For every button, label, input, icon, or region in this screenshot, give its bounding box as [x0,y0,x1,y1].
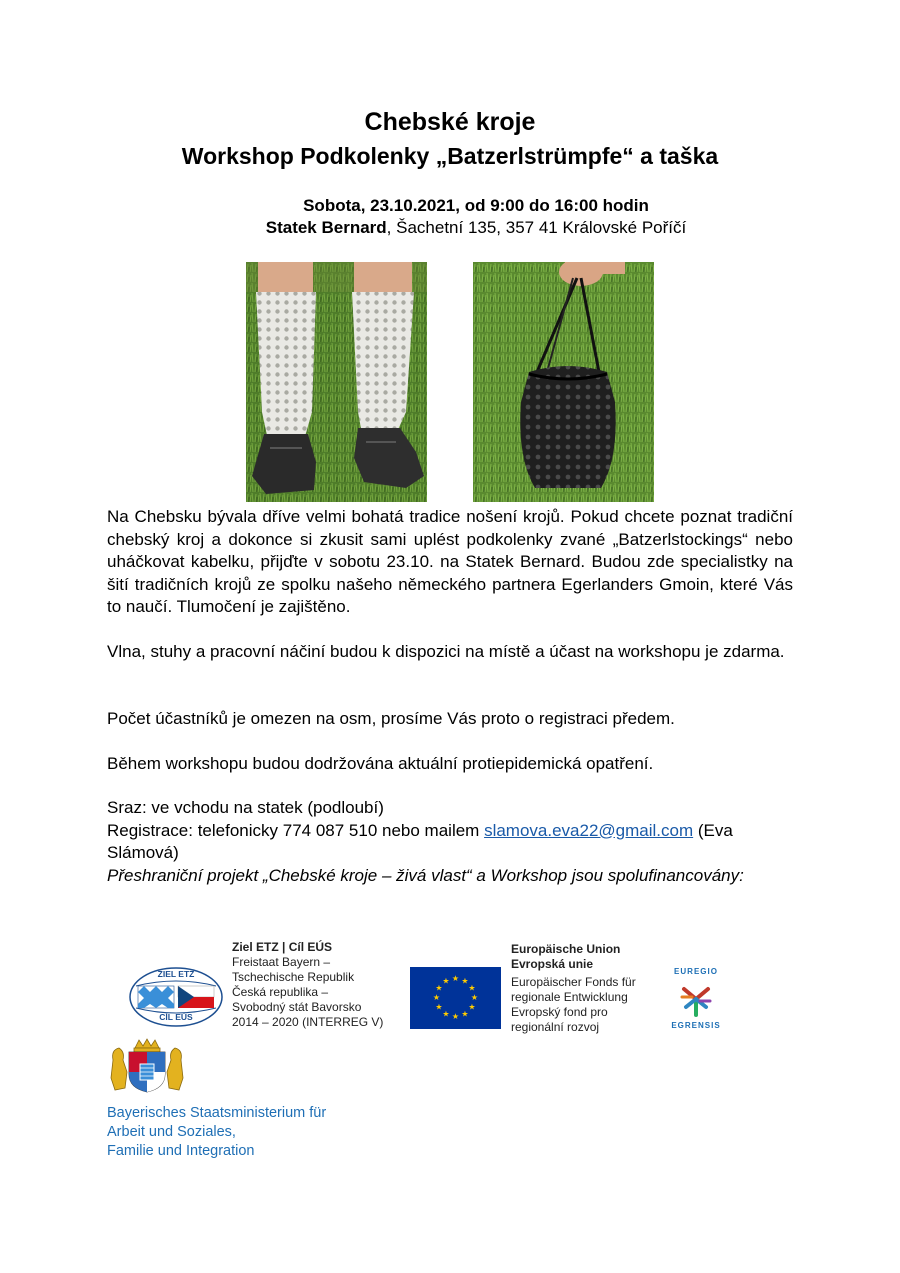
ziel-line-3: Česká republika – [232,985,329,999]
email-link[interactable]: slamova.eva22@gmail.com [484,820,694,840]
event-date-rest: , 23.10.2021, [360,196,460,215]
eu-line-3: Evropský fond pro [511,1005,608,1019]
photo-knee-socks [246,262,427,502]
svg-text:★: ★ [468,983,476,993]
ziel-etz-text [232,940,383,1030]
event-day: Sobota [303,196,361,215]
ziel-badge-top: ZIEL ETZ [157,969,195,979]
venue-name: Statek Bernard [265,218,387,237]
euregio-top-text: EUREGIO [674,967,718,976]
eu-text [511,942,636,1035]
registration-name: (Eva Slámová) [107,820,733,862]
svg-text:★: ★ [451,974,460,983]
ministry-line-1: Bayerisches Staatsministerium für [107,1105,327,1121]
eu-line-1: Europäischer Fonds für [511,975,636,989]
svg-text:★: ★ [461,976,469,986]
ziel-line-5: 2014 – 2020 (INTERREG V) [232,1015,384,1029]
intro-paragraph: Na Chebsku bývala dříve velmi bohatá tradice nošení krojů. Pokud chcete poznat tradiční chebský kroj a dokonce si zkusit sami uplést podkolenky zvané „Batzerlstockings“ nebo uháčkovat kabelku, přijďte v sobotu 23.10. na Statek Bernard. Budou zde specialistky na šití tradičních krojů ze spolku našeho německého partnera Egerlanders Gmoin, které Vás to naučí. Tlumočení je zajištěno. [107,507,793,616]
event-time: od 9:00 do 16:00 hodin [464,196,649,215]
ziel-line-4: Svobodný stát Bavorsko [232,1000,362,1014]
page-subtitle: Workshop Podkolenky „Batzerlstrümpfe“ a taška [181,143,719,169]
ministry-line-3: Familie und Integration [107,1143,255,1159]
svg-text:★: ★ [442,1009,450,1019]
eu-title-1: Europäische Union [511,942,621,956]
svg-text:★: ★ [442,976,450,986]
page-title: Chebské kroje [364,108,536,136]
bavaria-coat-of-arms [107,1038,187,1094]
materials-paragraph: Vlna, stuhy a pracovní náčiní budou k dispozici na místě a účast na workshopu je zdarma. [107,642,785,661]
ziel-line-2: Tschechische Republik [232,970,355,984]
svg-text:★: ★ [461,1009,469,1019]
ziel-title: Ziel ETZ | Cíl EÚS [232,940,333,954]
svg-text:★: ★ [435,1002,443,1012]
covid-paragraph: Během workshopu budou dodržována aktuální protiepidemická opatření. [107,754,654,773]
event-venue [26,218,900,238]
eu-title-2: Evropská unie [511,957,594,971]
euregio-bottom-text: EGRENSIS [671,1021,721,1030]
funding-note: Přeshraniční projekt „Chebské kroje – živá vlast“ a Workshop jsou spolufinancovány: [107,865,744,885]
euregio-egrensis-logo [664,967,728,1031]
capacity-paragraph: Počet účastníků je omezen na osm, prosíme Vás proto o registraci předem. [107,709,675,728]
svg-text:★: ★ [470,993,479,1002]
event-date [26,196,900,216]
eu-flag-logo [410,967,501,1029]
svg-text:★: ★ [468,1002,476,1012]
ministry-line-2: Arbeit und Soziales, [107,1124,236,1140]
meeting-point: Sraz: ve vchodu na statek (podloubí) [107,798,384,817]
ziel-etz-logo [128,966,224,1028]
eu-line-2: regionale Entwicklung [511,990,628,1004]
ziel-line-1: Freistaat Bayern – [232,955,331,969]
photo-crochet-bag [473,262,654,502]
svg-text:★: ★ [432,993,441,1002]
contact-block [107,797,793,887]
svg-text:★: ★ [451,1012,460,1021]
eu-line-4: regionální rozvoj [511,1020,600,1034]
registration [107,820,793,865]
venue-address: , Šachetní 135, 357 41 Královské Poříčí [386,218,687,237]
ministry-text [107,1104,326,1161]
svg-text:★: ★ [435,983,443,993]
registration-text: Registrace: telefonicky 774 087 510 nebo mailem [107,820,485,840]
ziel-badge-bottom: CÍL EÚS [159,1012,193,1022]
